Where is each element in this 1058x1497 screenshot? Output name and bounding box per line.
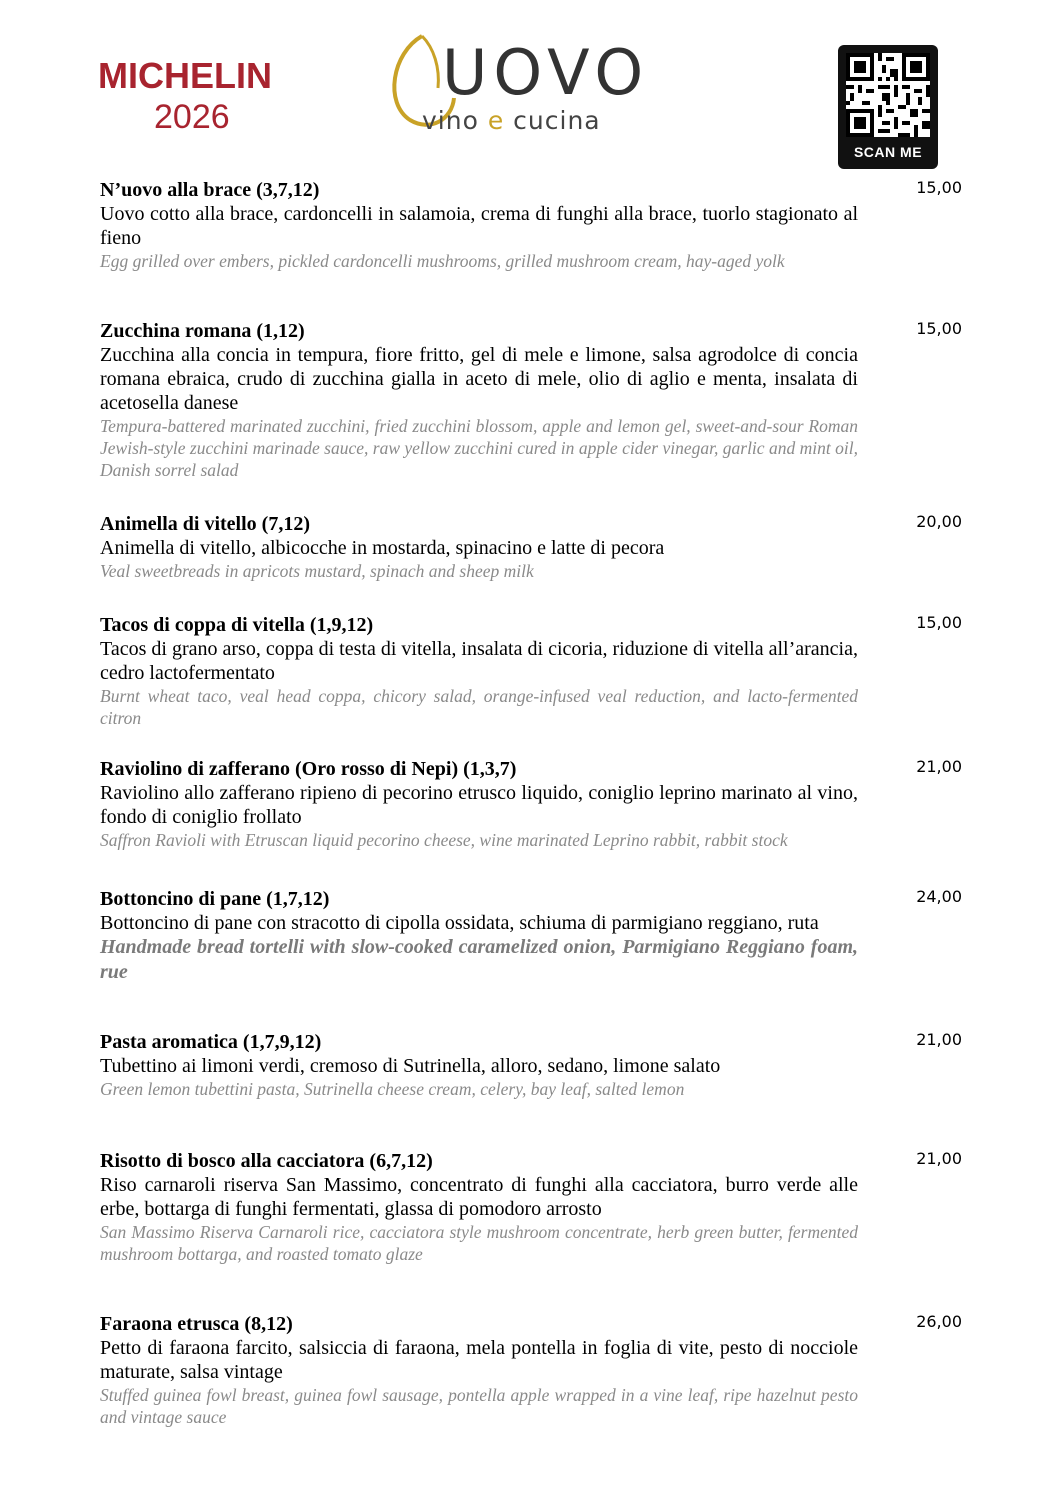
dish-description-english: Egg grilled over embers, pickled cardoncelli mushrooms, grilled mushroom cream, hay-aged yolk [100,251,785,271]
menu-item [100,512,962,582]
dish-description: Petto di faraona farcito, salsiccia di faraona, mela pontella in foglia di vite, pesto di nocciole maturate, salsa vintage [100,1337,858,1383]
dish-name: Tacos di coppa di vitella (1,9,12) [100,614,374,636]
menu-item [100,1149,962,1265]
restaurant-logo [382,28,657,140]
dish-price: 26,00 [916,1312,962,1331]
michelin-year: 2026 [154,98,230,136]
qr-code-icon [846,53,930,137]
qr-code[interactable] [838,45,938,169]
dish-name: Bottoncino di pane (1,7,12) [100,888,330,910]
dish-name: Risotto di bosco alla cacciatora (6,7,12) [100,1150,433,1172]
dish-description: Uovo cotto alla brace, cardoncelli in salamoia, crema di funghi alla brace, tuorlo stagionato al fieno [100,203,858,249]
dish-price: 21,00 [916,1149,962,1168]
dish-description: Riso carnaroli riserva San Massimo, concentrato di funghi alla cacciatora, burro verde alle erbe, bottarga di funghi fermentati, glassa di pomodoro arrosto [100,1174,858,1220]
dish-name: Faraona etrusca (8,12) [100,1313,293,1335]
dish-description-english: Green lemon tubettini pasta, Sutrinella cheese cream, celery, bay leaf, salted lemon [100,1079,685,1099]
dish-name: N’uovo alla brace (3,7,12) [100,179,320,201]
logo-wordmark: UOVO [442,36,650,109]
dish-description-english: Stuffed guinea fowl breast, guinea fowl sausage, pontella apple wrapped in a vine leaf, ripe hazelnut pesto and vintage sauce [100,1385,858,1427]
dish-description-english: Handmade bread tortelli with slow-cooked caramelized onion, Parmigiano Reggiano foam, rue [100,936,858,983]
dish-description-english: Veal sweetbreads in apricots mustard, spinach and sheep milk [100,561,534,581]
qr-label: SCAN ME [853,144,923,160]
logo-tagline: vino e cucina [422,106,601,135]
dish-name: Zucchina romana (1,12) [100,320,305,342]
michelin-brand: MICHELIN [98,55,272,96]
dish-price: 20,00 [916,512,962,531]
michelin-badge [98,56,298,136]
dish-price: 21,00 [916,757,962,776]
dish-description-english: Tempura-battered marinated zucchini, fried zucchini blossom, apple and lemon gel, sweet-and-sour Roman Jewish-style zucchini marinade sauce, raw yellow zucchini cured in apple cider vinegar, garlic and mint oil, Danish sorrel salad [100,416,858,480]
dish-description: Tacos di grano arso, coppa di testa di vitella, insalata di cicoria, riduzione di vitella all’arancia, cedro lactofermentato [100,638,858,684]
dish-description: Tubettino ai limoni verdi, cremoso di Sutrinella, alloro, sedano, limone salato [100,1055,721,1077]
dish-name: Animella di vitello (7,12) [100,513,310,535]
dish-price: 15,00 [916,613,962,632]
dish-name: Pasta aromatica (1,7,9,12) [100,1031,322,1053]
menu-item [100,1312,962,1428]
dish-name: Raviolino di zafferano (Oro rosso di Nepi) (1,3,7) [100,758,517,780]
dish-price: 21,00 [916,1030,962,1049]
dish-description-english: Saffron Ravioli with Etruscan liquid pecorino cheese, wine marinated Leprino rabbit, rabbit stock [100,830,788,850]
dish-description-english: San Massimo Riserva Carnaroli rice, cacciatora style mushroom concentrate, herb green butter, fermented mushroom bottarga, and roasted tomato glaze [100,1222,858,1264]
dish-price: 15,00 [916,319,962,338]
menu-item [100,613,962,729]
menu-item [100,887,962,985]
menu-item [100,1030,962,1100]
menu-item [100,757,962,851]
menu-item [100,319,962,481]
dish-price: 24,00 [916,887,962,906]
dish-description: Animella di vitello, albicocche in mostarda, spinacino e latte di pecora [100,537,665,559]
dish-description-english: Burnt wheat taco, veal head coppa, chicory salad, orange-infused veal reduction, and lacto-fermented citron [100,686,858,728]
dish-description: Zucchina alla concia in tempura, fiore fritto, gel di mele e limone, salsa agrodolce di concia romana ebraica, crudo di zucchina gialla in aceto di mele, olio di aglio e menta, insalata di acetosella danese [100,344,858,414]
dish-description: Raviolino allo zafferano ripieno di pecorino etrusco liquido, coniglio leprino marinato al vino, fondo di coniglio frollato [100,782,858,828]
dish-description: Bottoncino di pane con stracotto di cipolla ossidata, schiuma di parmigiano reggiano, ruta [100,912,819,934]
menu-item [100,178,962,272]
dish-price: 15,00 [916,178,962,197]
